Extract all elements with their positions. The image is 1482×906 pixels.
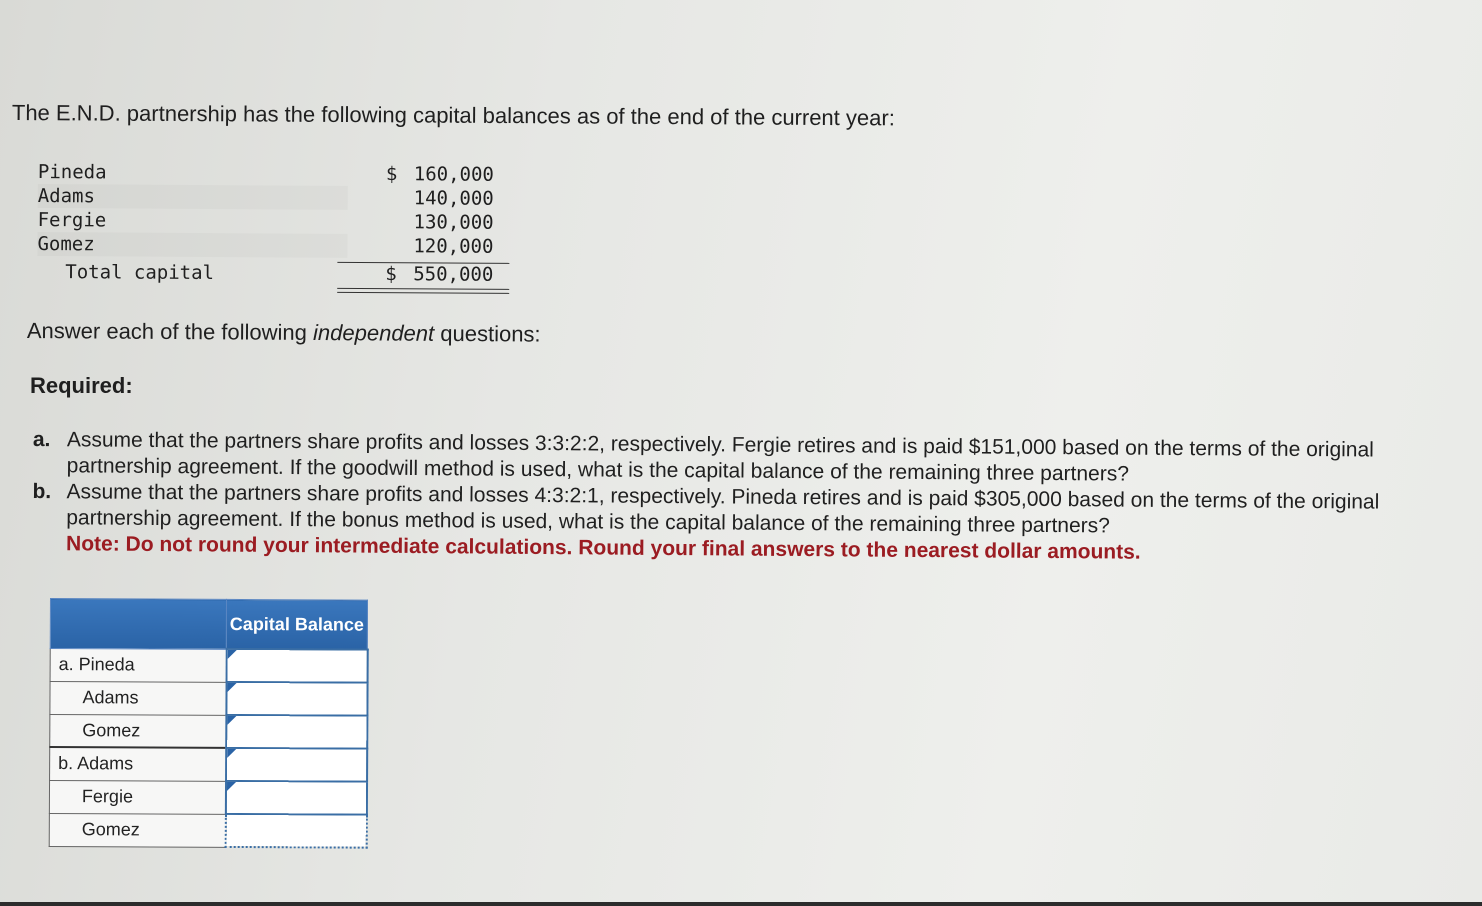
required-heading: Required:	[30, 373, 133, 398]
question-letter: b.	[32, 479, 52, 504]
input-marker-icon	[227, 749, 236, 758]
question-text: Assume that the partners share profits and losses 4:3:2:1, respectively. Pineda retires and is paid $305,000 based on the terms of the original partnership agreement. If the bonus method is used, what is the capital balance of the remaining three partners?	[66, 480, 1380, 538]
row-label: Gomez	[49, 813, 225, 847]
questions-list	[32, 427, 1413, 568]
answer-prompt	[27, 318, 541, 348]
screen-bottom-edge	[0, 902, 1482, 906]
answer-prompt-emphasis: independent	[312, 319, 435, 346]
a-adams-input[interactable]	[227, 683, 366, 715]
a-pineda-input[interactable]	[227, 650, 366, 682]
answer-prompt-after: questions:	[434, 320, 541, 347]
input-marker-icon	[227, 716, 236, 725]
table-row	[49, 813, 366, 848]
capital-balance-cell[interactable]	[225, 781, 366, 815]
capital-row-fergie	[38, 208, 518, 235]
row-label: Adams	[50, 681, 226, 715]
table-row	[50, 747, 367, 782]
question-text: Assume that the partners share profits and losses 3:3:2:2, respectively. Fergie retires and is paid $151,000 based on the terms of the original partnership agreement. If the goodwill method is used, what is the capital balance of the remaining three partners?	[66, 428, 1374, 486]
input-marker-icon	[226, 782, 235, 791]
answer-table	[49, 598, 369, 849]
capital-row-gomez	[37, 232, 494, 258]
row-label: b. Adams	[50, 747, 226, 781]
input-marker-icon	[227, 683, 236, 692]
partner-name: Gomez	[37, 232, 95, 256]
dollar-sign: $	[385, 263, 397, 286]
table-row	[49, 780, 366, 815]
capital-balance-cell[interactable]	[225, 814, 366, 848]
capital-row-adams	[37, 184, 494, 210]
partner-name: Pineda	[37, 160, 107, 184]
capital-amount: 130,000	[413, 211, 494, 234]
partner-name: Adams	[37, 184, 96, 208]
dollar-sign: $	[385, 163, 398, 186]
capital-balance-cell[interactable]	[226, 748, 367, 782]
header-blank-cell	[50, 599, 226, 649]
total-double-rule	[337, 288, 509, 294]
table-row	[50, 648, 367, 683]
rounding-note: Note: Do not round your intermediate calculations. Round your final answers to the nearest dollar amounts.	[65, 532, 1141, 564]
answer-table-header-row	[50, 599, 367, 650]
row-label: Fergie	[49, 780, 225, 814]
capital-amount: 120,000	[413, 235, 494, 258]
capital-balance-cell[interactable]	[226, 649, 367, 683]
row-label: Gomez	[50, 714, 226, 748]
a-gomez-input[interactable]	[227, 716, 366, 748]
table-row	[50, 714, 367, 749]
b-adams-input[interactable]	[227, 749, 366, 781]
question-b	[32, 479, 1413, 568]
capital-balances-table	[37, 160, 518, 287]
question-letter: a.	[32, 427, 51, 452]
capital-amount: 160,000	[413, 163, 494, 186]
b-fergie-input[interactable]	[226, 782, 365, 814]
partner-name: Fergie	[37, 208, 107, 232]
capital-row-pineda	[38, 160, 518, 187]
capital-balance-cell[interactable]	[226, 715, 367, 749]
row-label: a. Pineda	[50, 648, 226, 682]
answer-prompt-before: Answer each of the following	[26, 318, 314, 345]
total-label: Total capital	[65, 261, 215, 285]
table-row	[50, 681, 367, 716]
total-amount: 550,000	[413, 263, 494, 286]
intro-text: The E.N.D. partnership has the following capital balances as of the end of the current year:	[11, 100, 895, 131]
capital-row-total	[37, 260, 517, 287]
header-capital-balance: Capital Balance	[226, 599, 367, 649]
capital-balance-cell[interactable]	[226, 682, 367, 716]
b-gomez-input[interactable]	[226, 815, 365, 847]
input-marker-icon	[227, 650, 236, 659]
capital-amount: 140,000	[413, 187, 494, 210]
